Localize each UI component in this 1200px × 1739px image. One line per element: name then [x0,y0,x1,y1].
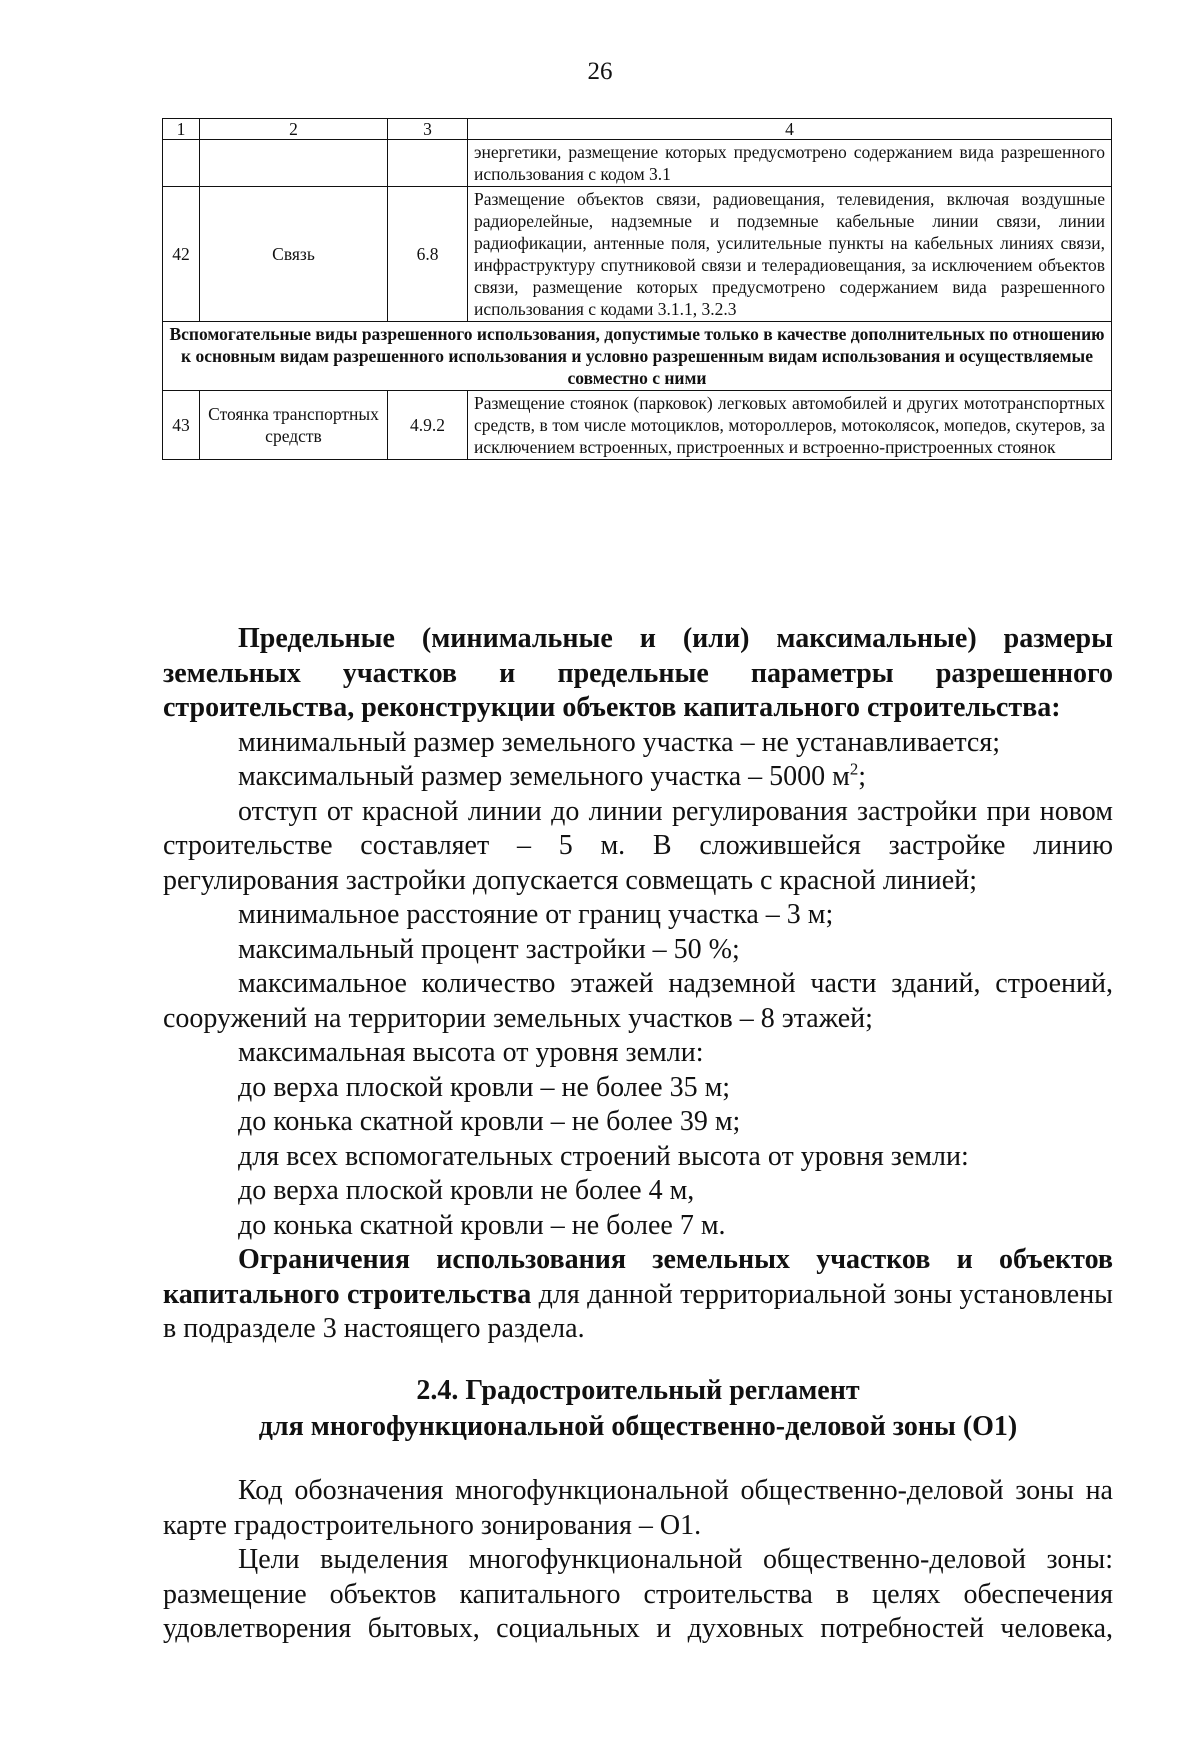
use-type-code: 4.9.2 [388,391,468,460]
use-type-description: Размещение объектов связи, радиовещания, телевидения, включая воздушные радиорелейные, надземные и подземные кабельные линии связи, линии радиофикации, антенные поля, усилительные пункты на кабельных линиях связи, инфраструктуру спутниковой связи и телерадиовещания, за исключением объектов связи, размещение которых предусмотрено содержанием вида разрешенного использования с кодами 3.1.1, 3.2.3 [468,187,1112,322]
column-header: 3 [388,119,468,140]
limit-item: максимальная высота от уровня земли: [238,1037,704,1068]
land-use-table [162,118,1112,460]
section-title-line2: для многофункциональной общественно-деловой зоны (О1) [258,1411,1018,1442]
empty-cell [388,140,468,187]
limits-section [163,622,1113,1347]
section-heading [163,1373,1113,1445]
limit-item [163,760,1113,795]
use-type-name: Связь [200,187,388,322]
column-header: 1 [163,119,200,140]
limit-item: до верха плоской кровли не более 4 м, [238,1175,695,1206]
row-number: 42 [163,187,200,322]
table-header-row [163,119,1112,140]
restrictions-bold: Ограничения использования земельных участков и объектов капитального строительства [163,1244,1113,1310]
table-row [163,140,1112,187]
limit-item: до конька скатной кровли – не более 39 м; [238,1106,741,1137]
limit-item: минимальный размер земельного участка – не устанавливается; [238,726,1001,758]
restrictions-rest: для данной территориальной зоны установлены в подразделе 3 настоящего раздела. [163,1278,1113,1344]
limit-item: до верха плоской кровли – не более 35 м; [238,1071,731,1103]
use-type-name: Стоянка транспортных средств [200,391,388,460]
aux-uses-heading: Вспомогательные виды разрешенного использования, допустимые только в качестве дополнительных по отношению к основным видам разрешенного использования и условно разрешенным видам использования и осуществляемые совместно с ними [163,322,1112,391]
use-type-description: Размещение стоянок (парковок) легковых автомобилей и других мототранспортных средств, в том числе мотоциклов, мотороллеров, мотоколясок, мопедов, скутеров, за исключением встроенных, пристроенных и встроенно-пристроенных стоянок [468,391,1112,460]
limit-item: до конька скатной кровли – не более 7 м. [238,1209,726,1241]
aux-heading-row [163,322,1112,391]
restrictions-paragraph [163,1243,1113,1347]
table-row [163,391,1112,460]
limit-text-end: ; [858,761,867,792]
limits-heading: Предельные (минимальные и (или) максимальные) размеры земельных участков и предельные параметры разрешенного строительства, реконструкции объектов капитального строительства: [163,623,1113,723]
limit-item: максимальный процент застройки – 50 %; [238,933,740,965]
superscript: 2 [849,759,859,779]
row-number: 43 [163,391,200,460]
use-type-code: 6.8 [388,187,468,322]
zone-goals-paragraph: Цели выделения многофункциональной общественно-деловой зоны: размещение объектов капитального строительства в целях обеспечения удовлетворения бытовых, социальных и духовных потребностей человека, [163,1544,1113,1644]
column-header: 2 [200,119,388,140]
section-body [163,1474,1113,1647]
empty-cell [163,140,200,187]
column-header: 4 [468,119,1112,140]
table-row [163,187,1112,322]
continuation-cell: энергетики, размещение которых предусмотрено содержанием вида разрешенного использования с кодом 3.1 [468,140,1112,187]
zone-code-paragraph: Код обозначения многофункциональной общественно-деловой зоны на карте градостроительного зонирования – О1. [163,1475,1113,1541]
limit-item: отступ от красной линии до линии регулирования застройки при новом строительстве составляет – 5 м. В сложившейся застройке линию регулирования застройки допускается совмещать с красной линией; [163,795,1113,896]
empty-cell [200,140,388,187]
limit-item: минимальное расстояние от границ участка – 3 м; [238,899,834,930]
limit-item: для всех вспомогательных строений высота от уровня земли: [238,1140,969,1172]
section-title-line1: 2.4. Градостроительный регламент [416,1375,860,1406]
limit-text: максимальный размер земельного участка – 5000 м [238,761,850,792]
page-number: 26 [587,58,613,85]
limit-item: максимальное количество этажей надземной части зданий, строений, сооружений на территории земельных участков – 8 этажей; [163,968,1113,1034]
